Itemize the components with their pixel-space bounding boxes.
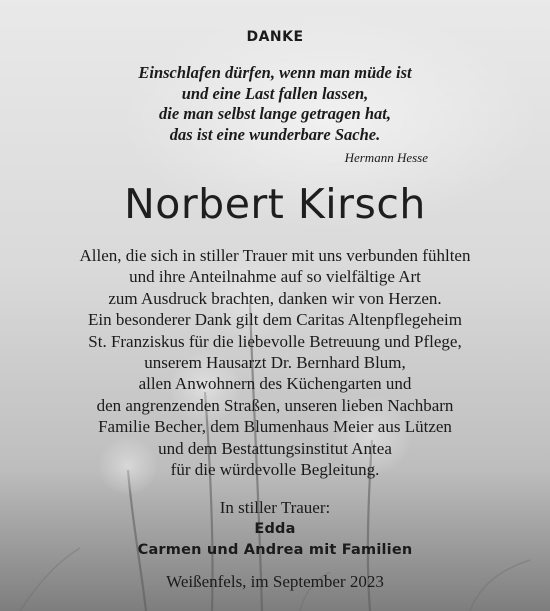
thanks-line: allen Anwohnern des Küchengarten und bbox=[138, 374, 412, 394]
quote-author: Hermann Hesse bbox=[344, 150, 428, 165]
thanks-line: St. Franziskus für die liebevolle Betreuung und Pflege, bbox=[88, 331, 462, 351]
closing-block bbox=[0, 497, 550, 562]
quote-line: die man selbst lange getragen hat, bbox=[159, 104, 391, 123]
mourner-name: Carmen und Andrea mit Familien bbox=[137, 542, 413, 558]
thanks-line: für die würdevolle Begleitung. bbox=[170, 460, 380, 480]
thanks-line: den angrenzenden Straßen, unseren lieben Nachbarn bbox=[96, 395, 454, 415]
mourning-intro: In stiller Trauer: bbox=[219, 498, 331, 517]
deceased-name: Norbert Kirsch bbox=[124, 180, 426, 228]
notice-heading: DANKE bbox=[246, 29, 304, 45]
thanks-line: Familie Becher, dem Blumenhaus Meier aus Lützen bbox=[98, 417, 452, 437]
thanks-line: und dem Bestattungsinstitut Antea bbox=[158, 438, 392, 458]
mourner-name: Edda bbox=[254, 520, 296, 537]
thanks-line: Ein besonderer Dank gilt dem Caritas Altenpflegeheim bbox=[88, 310, 462, 330]
quote-line: das ist eine wunderbare Sache. bbox=[169, 124, 381, 144]
thanks-line: unserem Hausarzt Dr. Bernhard Blum, bbox=[144, 353, 406, 373]
thanks-line: und ihre Anteilnahme auf so vielfältige Art bbox=[129, 267, 421, 287]
quote-line: und eine Last fallen lassen, bbox=[181, 83, 369, 103]
quote-line: Einschlafen dürfen, wenn man müde ist bbox=[138, 63, 412, 82]
thanks-line: zum Ausdruck brachten, danken wir von Herzen. bbox=[108, 288, 442, 308]
place-date: Weißenfels, im September 2023 bbox=[166, 572, 384, 591]
quote-block bbox=[0, 63, 550, 145]
thanks-text bbox=[0, 245, 550, 480]
thanks-line: Allen, die sich in stiller Trauer mit uns verbunden fühlten bbox=[79, 246, 471, 265]
